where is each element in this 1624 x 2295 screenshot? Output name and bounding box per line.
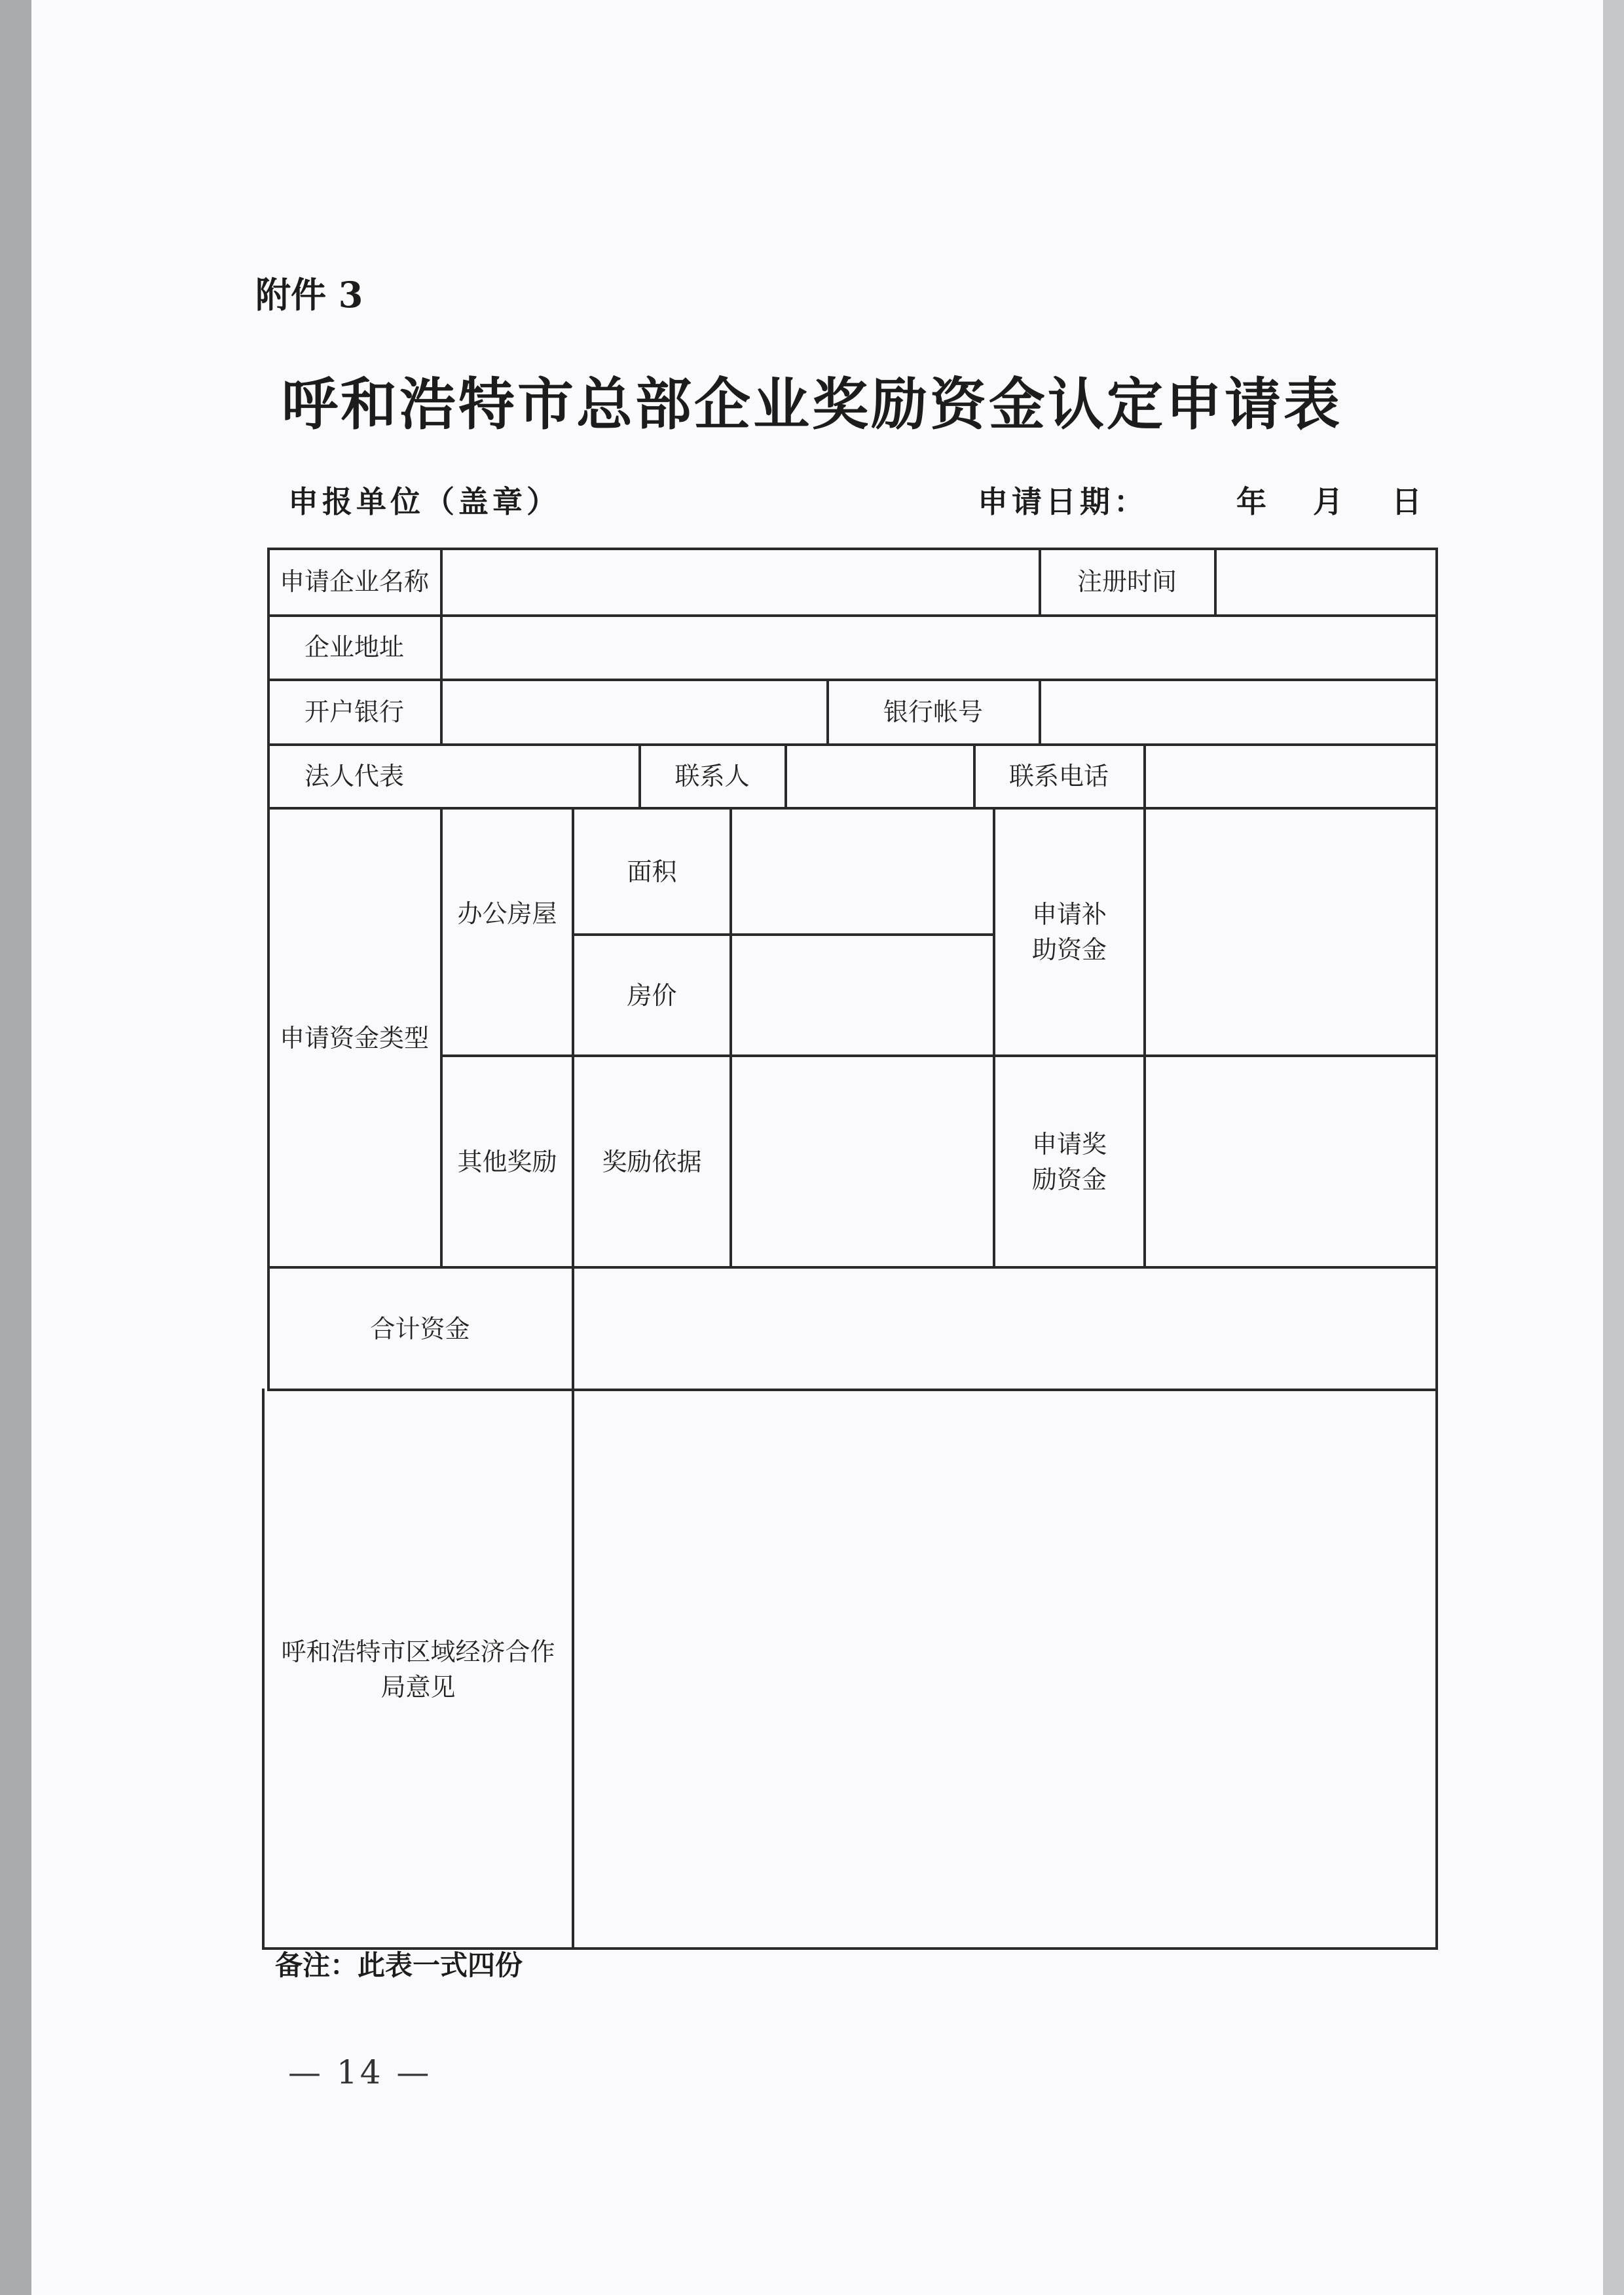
date-day: 日	[1392, 484, 1426, 519]
price-label: 房价	[627, 980, 677, 1010]
award-fund-label: 申请奖励资金	[1031, 1129, 1107, 1194]
address-label: 企业地址	[304, 633, 404, 662]
award-basis-field[interactable]	[732, 1057, 993, 1266]
price-field[interactable]	[732, 936, 993, 1054]
register-time-field[interactable]	[1217, 549, 1435, 614]
other-award-label: 其他奖励	[457, 1147, 557, 1176]
bank-field[interactable]	[443, 680, 826, 743]
fund-type-label: 申请资金类型	[279, 1023, 429, 1053]
office-label: 办公房屋	[457, 899, 557, 928]
area-label: 面积	[627, 857, 677, 886]
bank-label: 开户银行	[304, 697, 404, 726]
form-title: 呼和浩特市总部企业奖励资金认定申请表	[282, 371, 1342, 438]
application-date-label: 申请日期：	[978, 484, 1148, 519]
total-fund-label: 合计资金	[370, 1314, 470, 1343]
scan-border-right	[1603, 0, 1624, 2295]
address-field[interactable]	[443, 616, 1435, 679]
award-fund-field[interactable]	[1146, 1057, 1435, 1266]
account-label: 银行帐号	[883, 697, 983, 726]
legal-rep-label: 法人代表	[304, 761, 404, 791]
applicant-unit-label: 申报单位（盖章）	[288, 484, 561, 519]
bureau-opinion-label: 呼和浩特市区域经济合作局意见	[281, 1637, 555, 1702]
attachment-label: 附件 3	[255, 274, 363, 316]
register-time-label: 注册时间	[1077, 567, 1177, 596]
phone-field[interactable]	[1146, 745, 1435, 807]
subsidy-label: 申请补助资金	[1031, 900, 1107, 964]
page-number: — 14 —	[288, 2053, 432, 2091]
award-basis-label: 奖励依据	[602, 1147, 702, 1176]
bureau-opinion-field[interactable]	[574, 1391, 1435, 1947]
total-fund-field[interactable]	[574, 1269, 1435, 1389]
contact-field[interactable]	[787, 745, 973, 807]
date-month: 月	[1313, 484, 1347, 519]
account-field[interactable]	[1041, 680, 1435, 743]
legal-rep-field[interactable]	[443, 745, 638, 807]
contact-label: 联系人	[674, 761, 750, 791]
company-name-label: 申请企业名称	[279, 567, 429, 596]
company-name-field[interactable]	[443, 549, 1039, 614]
phone-label: 联系电话	[1008, 761, 1109, 791]
date-year: 年	[1236, 484, 1270, 519]
footnote: 备注：此表一式四份	[275, 1949, 523, 1981]
area-field[interactable]	[732, 810, 993, 933]
subsidy-field[interactable]	[1146, 810, 1435, 1054]
table-line	[1435, 548, 1438, 1950]
scan-border-left	[0, 0, 31, 2295]
